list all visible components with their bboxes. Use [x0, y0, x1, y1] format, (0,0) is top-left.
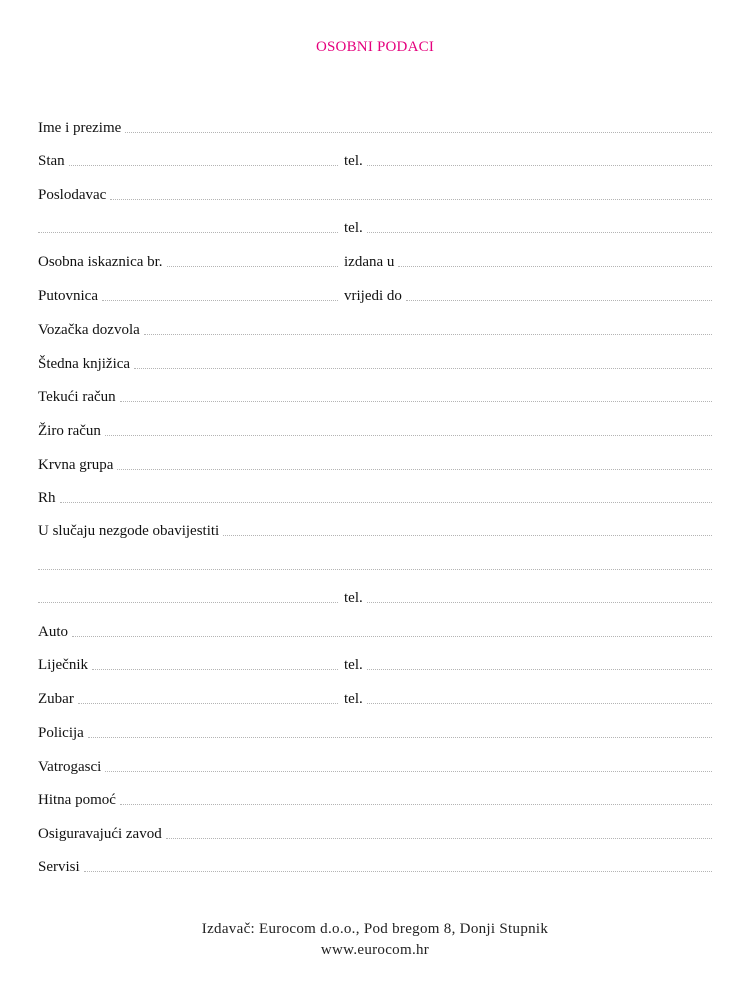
fill-line	[110, 199, 712, 200]
field-cell	[38, 185, 712, 205]
field-cell	[38, 421, 712, 441]
fill-line	[120, 804, 712, 805]
fill-line	[69, 165, 338, 166]
field-cell-left	[38, 689, 338, 709]
field-cell-right	[344, 286, 712, 306]
fill-line	[38, 232, 338, 233]
field-label-phone: tel.	[344, 220, 363, 236]
field-label-phone: tel.	[344, 691, 363, 707]
field-label-car: Auto	[38, 624, 68, 640]
field-label-giro-account: Žiro račun	[38, 423, 101, 439]
fill-line	[398, 266, 712, 267]
field-label-emergency-contact: U slučaju nezgode obavijestiti	[38, 523, 220, 539]
field-cell-left	[38, 655, 338, 675]
fill-line	[367, 602, 712, 603]
field-row-rh	[38, 488, 712, 508]
field-cell	[38, 857, 712, 877]
fill-line	[105, 435, 712, 436]
field-label-savings-book: Štedna knjižica	[38, 356, 131, 372]
field-label-police: Policija	[38, 725, 84, 741]
field-label-phone: tel.	[344, 153, 363, 169]
fill-line	[92, 669, 338, 670]
fill-line	[38, 569, 712, 570]
field-row-emergency-phone	[38, 588, 712, 608]
field-cell	[38, 757, 712, 777]
field-cell	[38, 790, 712, 810]
fill-line	[367, 165, 712, 166]
field-row-full-name	[38, 118, 712, 138]
fill-line	[117, 469, 712, 470]
field-cell-left	[38, 151, 338, 171]
field-row-drivers-license	[38, 320, 712, 340]
fill-line	[134, 368, 712, 369]
field-label-current-account: Tekući račun	[38, 389, 116, 405]
field-row-current-account	[38, 387, 712, 407]
field-row-savings-book	[38, 354, 712, 374]
fill-line	[102, 300, 338, 301]
field-label-employer: Poslodavac	[38, 187, 107, 203]
fill-line	[367, 232, 712, 233]
fill-line	[60, 502, 712, 503]
field-label-full-name: Ime i prezime	[38, 120, 122, 136]
field-label-drivers-license: Vozačka dozvola	[38, 322, 140, 338]
field-row-blood-type	[38, 455, 712, 475]
field-cell	[38, 488, 712, 508]
field-row-emergency-contact-cont	[38, 555, 712, 575]
field-label-rh: Rh	[38, 490, 56, 506]
fill-line	[125, 132, 712, 133]
field-cell	[38, 118, 712, 138]
field-row-police	[38, 723, 712, 743]
fill-line	[38, 602, 338, 603]
field-cell-right	[344, 151, 712, 171]
field-cell-right	[344, 588, 712, 608]
field-row-insurance	[38, 824, 712, 844]
fill-line	[78, 703, 338, 704]
field-cell	[38, 723, 712, 743]
field-label-blood-type: Krvna grupa	[38, 457, 114, 473]
fill-line	[167, 266, 338, 267]
fill-line	[166, 838, 712, 839]
field-cell-right	[344, 689, 712, 709]
field-row-giro-account	[38, 421, 712, 441]
footer-website: www.eurocom.hr	[320, 942, 430, 958]
field-cell	[38, 354, 712, 374]
field-cell	[38, 455, 712, 475]
field-cell	[38, 824, 712, 844]
field-label-firefighters: Vatrogasci	[38, 759, 102, 775]
field-cell-left	[38, 218, 338, 238]
field-cell-left	[38, 252, 338, 272]
field-cell	[38, 387, 712, 407]
field-row-services	[38, 857, 712, 877]
field-row-employer-phone	[38, 218, 712, 238]
field-row-dentist	[38, 689, 712, 709]
field-row-doctor	[38, 655, 712, 675]
field-label-ambulance: Hitna pomoć	[38, 792, 116, 808]
field-label-passport: Putovnica	[38, 288, 98, 304]
field-cell	[38, 320, 712, 340]
page-title: OSOBNI PODACI	[315, 39, 435, 55]
field-row-ambulance	[38, 790, 712, 810]
field-label-issued-in: izdana u	[344, 254, 395, 270]
field-cell-right	[344, 655, 712, 675]
fill-line	[72, 636, 712, 637]
field-cell-right	[344, 252, 712, 272]
field-cell-right	[344, 218, 712, 238]
field-row-firefighters	[38, 757, 712, 777]
field-cell	[38, 555, 712, 575]
field-row-emergency-contact	[38, 521, 712, 541]
field-row-employer	[38, 185, 712, 205]
field-label-insurance: Osiguravajući zavod	[38, 826, 162, 842]
fill-line	[88, 737, 712, 738]
fill-line	[84, 871, 712, 872]
field-row-id-card	[38, 252, 712, 272]
field-cell	[38, 521, 712, 541]
field-row-passport	[38, 286, 712, 306]
field-cell-left	[38, 286, 338, 306]
fill-line	[406, 300, 712, 301]
field-label-valid-until: vrijedi do	[344, 288, 402, 304]
fill-line	[367, 669, 712, 670]
field-label-id-card: Osobna iskaznica br.	[38, 254, 163, 270]
fill-line	[105, 771, 712, 772]
fill-line	[367, 703, 712, 704]
field-cell	[38, 622, 712, 642]
field-cell-left	[38, 588, 338, 608]
fill-line	[120, 401, 712, 402]
field-label-phone: tel.	[344, 590, 363, 606]
field-label-address: Stan	[38, 153, 65, 169]
field-label-dentist: Zubar	[38, 691, 74, 707]
fill-line	[223, 535, 712, 536]
field-label-services: Servisi	[38, 859, 80, 875]
footer-publisher: Izdavač: Eurocom d.o.o., Pod bregom 8, Donji Stupnik	[201, 921, 549, 937]
field-label-doctor: Liječnik	[38, 657, 88, 673]
field-label-phone: tel.	[344, 657, 363, 673]
field-row-car	[38, 622, 712, 642]
field-row-address	[38, 151, 712, 171]
fill-line	[144, 334, 712, 335]
